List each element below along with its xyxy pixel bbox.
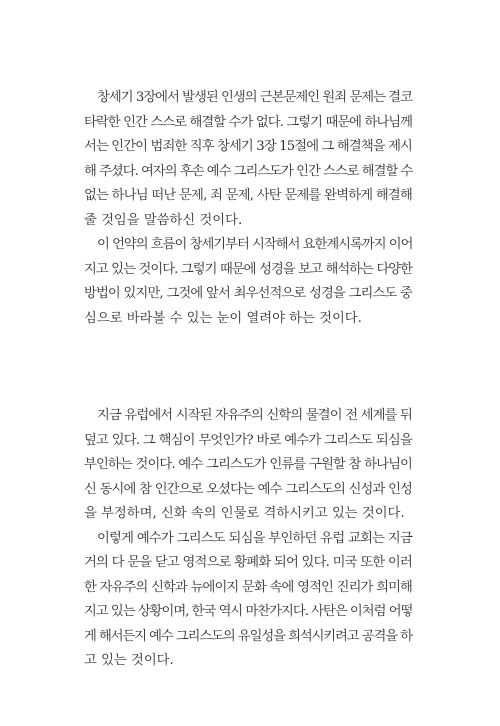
text-line: 을 부정하며, 신화 속의 인물로 격하시키고 있는 것이다.	[84, 506, 405, 521]
text-line: 심으로 바라볼 수 있는 눈이 열려야 하는 것이다.	[84, 310, 362, 326]
text-line: 덮고 있다. 그 핵심이 무엇인가? 바로 예수가 그리스도 되심을	[84, 432, 412, 448]
text-line: 없는 하나님 떠난 문제, 죄 문제, 사탄 문제를 완벽하게 해결해	[84, 188, 412, 203]
text-line: 해 주셨다. 여자의 후손 예수 그리스도가 인간 스스로 해결할 수	[84, 163, 413, 179]
paragraph-4	[84, 527, 412, 674]
text-line: 게 해서든지 예수 그리스도의 유일성을 희석시키려고 공격을 하	[84, 628, 412, 644]
text-line: 한 자유주의 신학과 뉴에이지 문화 속에 영적인 진리가 희미해	[84, 579, 412, 595]
text-line: 고 있는 것이다.	[84, 653, 174, 668]
text-line: 지고 있는 상황이며, 한국 역시 마찬가지다. 사탄은 이처럼 어떻	[84, 604, 413, 619]
text-line: 부인하는 것이다. 예수 그리스도가 인류를 구원할 참 하나님이	[84, 457, 412, 472]
text-line: 타락한 인간 스스로 해결할 수가 없다. 그렇기 때문에 하나님께	[84, 114, 412, 130]
text-line: 서는 인간이 범죄한 직후 창세기 3장 15절에 그 해결책을 제시	[84, 139, 412, 154]
paragraph-3	[84, 404, 412, 527]
text-line: 줄 것임을 말씀하신 것이다.	[84, 212, 243, 228]
paragraph-2	[84, 233, 412, 331]
text-line: 이 언약의 흐름이 창세기부터 시작해서 요한계시록까지 이어	[97, 237, 413, 252]
paragraph-1	[84, 86, 412, 233]
text-line: 창세기 3장에서 발생된 인생의 근본문제인 원죄 문제는 결코	[97, 90, 412, 105]
text-line: 이렇게 예수가 그리스도 되심을 부인하던 유럽 교회는 지금	[97, 530, 412, 546]
text-line: 방법이 있지만, 그것에 앞서 최우선적으로 성경을 그리스도 중	[84, 286, 412, 301]
text-line: 거의 다 문을 닫고 영적으로 황폐화 되어 있다. 미국 또한 이러	[84, 555, 412, 570]
text-line: 지금 유럽에서 시작된 자유주의 신학의 물결이 전 세계를 뒤	[97, 408, 412, 423]
text-line: 지고 있는 것이다. 그렇기 때문에 성경을 보고 해석하는 다양한	[84, 261, 412, 277]
text-line: 신 동시에 참 인간으로 오셨다는 예수 그리스도의 신성과 인성	[84, 481, 412, 497]
text-section-2	[84, 404, 412, 674]
text-section-1	[84, 86, 412, 331]
